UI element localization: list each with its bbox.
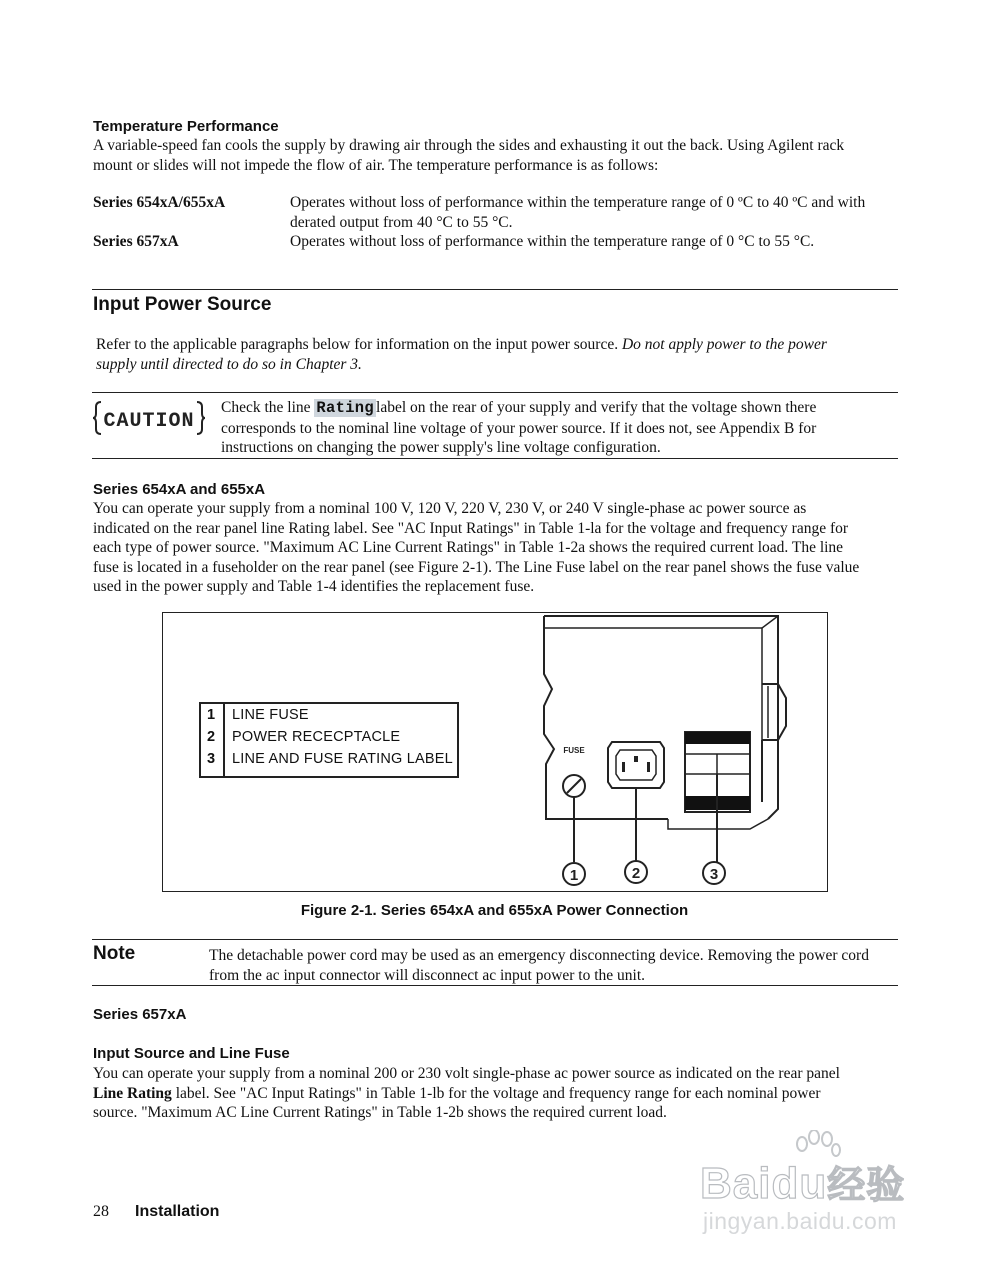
caution-pre: Check the line [221,399,315,416]
input-source-heading: Input Source and Line Fuse [93,1045,290,1062]
paragraph-line: each type of power source. "Maximum AC Line Current Ratings" in Table 1-2a shows the required current load. The line [93,539,844,556]
series-description [290,232,900,252]
series654-heading: Series 654xA and 655xA [93,481,266,498]
logo-du: du [771,1159,828,1208]
note-top-rule [92,939,898,940]
logo-cjk: 经验 [827,1165,906,1207]
desc-line: Operates without loss of performance within the temperature range of 0 °C to 55 °C. [290,233,815,250]
callout-1-number: 1 [569,867,579,884]
fuse-label: FUSE [563,746,585,755]
paragraph-line: You can operate your supply from a nominal 200 or 230 volt single-phase ac power source as indicated on the rear panel [93,1065,840,1082]
watermark-url: jingyan.baidu.com [703,1208,897,1234]
figure-legend [199,702,459,778]
note-bottom-rule [92,985,898,986]
intro-italic-cont: supply until directed to do so in Chapter 3. [96,355,362,373]
paragraph-line: fuse is located in a fuseholder on the rear panel (see Figure 2-1). The Line Fuse label on the rear panel shows the fuse value [93,558,860,576]
figure-caption: Figure 2-1. Series 654xA and 655xA Power Connection [300,902,689,919]
legend-num: 1 [207,707,216,723]
watermark-logo [700,1154,905,1209]
note-line: The detachable power cord may be used as an emergency disconnecting device. Removing the power cord [209,947,869,964]
caution-line: instructions on changing the power supply's line voltage configuration. [221,439,661,456]
input-power-heading: Input Power Source [93,294,272,315]
paragraph-line: indicated on the rear panel line Rating label. See "AC Input Ratings" in Table 1-la for the voltage and frequency range for [93,519,849,537]
rear-panel-drawing [540,614,790,889]
paragraph-line-rest: label. See "AC Input Ratings" in Table 1-lb for the voltage and frequency range for each nominal power [171,1084,821,1102]
footer-title: Installation [135,1203,220,1220]
legend-num: 3 [207,751,216,767]
logo-bai: Bai [700,1159,772,1208]
caution-post: label on the rear of your supply and verify that the voltage shown there [376,399,817,416]
series657-paragraph [93,1064,908,1123]
series-description [290,193,900,232]
legend-text: LINE AND FUSE RATING LABEL [232,751,453,767]
callout-2-number: 2 [631,865,641,882]
series-label: Series 657xA [93,233,179,250]
series654-paragraph [93,499,908,597]
callout-3-number: 3 [709,866,719,883]
line-rating-bold: Line Rating [93,1084,172,1102]
paragraph-line: used in the power supply and Table 1-4 identifies the replacement fuse. [93,578,535,595]
baidu-watermark [700,1130,950,1250]
series-label: Series 654xA/655xA [93,194,226,211]
temperature-paragraph [93,136,903,175]
caution-bottom-rule [92,458,898,459]
paragraph-line: source. "Maximum AC Line Current Ratings" in Table 1-2b shows the required current load. [93,1104,667,1121]
paragraph-line: mount or slides will not impede the flow of air. The temperature performance is as follows: [93,156,659,174]
page-number: 28 [93,1203,109,1220]
legend-text: LINE FUSE [232,707,309,723]
legend-row [201,748,457,770]
legend-text: POWER RECECPTACLE [232,729,401,745]
legend-num: 2 [207,729,216,745]
desc-line: Operates without loss of performance within the temperature range of 0 ºC to 40 ºC and with [290,194,866,211]
series-row-654-655 [93,193,903,233]
caution-badge-text: CAUTION [103,410,195,433]
desc-line: derated output from 40 °C to 55 °C. [290,213,513,231]
intro-normal: Refer to the applicable paragraphs below for information on the input power source. [96,336,622,353]
caution-line: corresponds to the nominal line voltage of your power source. If it does not, see Appendix B for [221,419,817,437]
caution-top-rule [92,392,898,393]
legend-row [201,704,457,726]
section-rule [92,289,898,290]
caution-text [221,398,901,458]
series657-heading: Series 657xA [93,1006,187,1023]
legend-row [201,726,457,748]
caution-badge [93,398,205,438]
paragraph-line: You can operate your supply from a nominal 100 V, 120 V, 220 V, 230 V, or 240 V single-phase ac power source as [93,500,807,517]
series-row-657 [93,232,903,252]
rating-tag: Rating [316,399,375,417]
note-text [209,946,899,985]
intro-italic: Do not apply power to the power [621,336,827,353]
note-line: from the ac input connector will disconnect ac input power to the unit. [209,966,646,984]
input-power-intro [96,335,896,374]
note-label: Note [93,943,136,964]
temperature-heading: Temperature Performance [93,118,279,135]
paragraph-line: A variable-speed fan cools the supply by drawing air through the sides and exhausting it out the back. Using Agilent rack [93,137,845,154]
